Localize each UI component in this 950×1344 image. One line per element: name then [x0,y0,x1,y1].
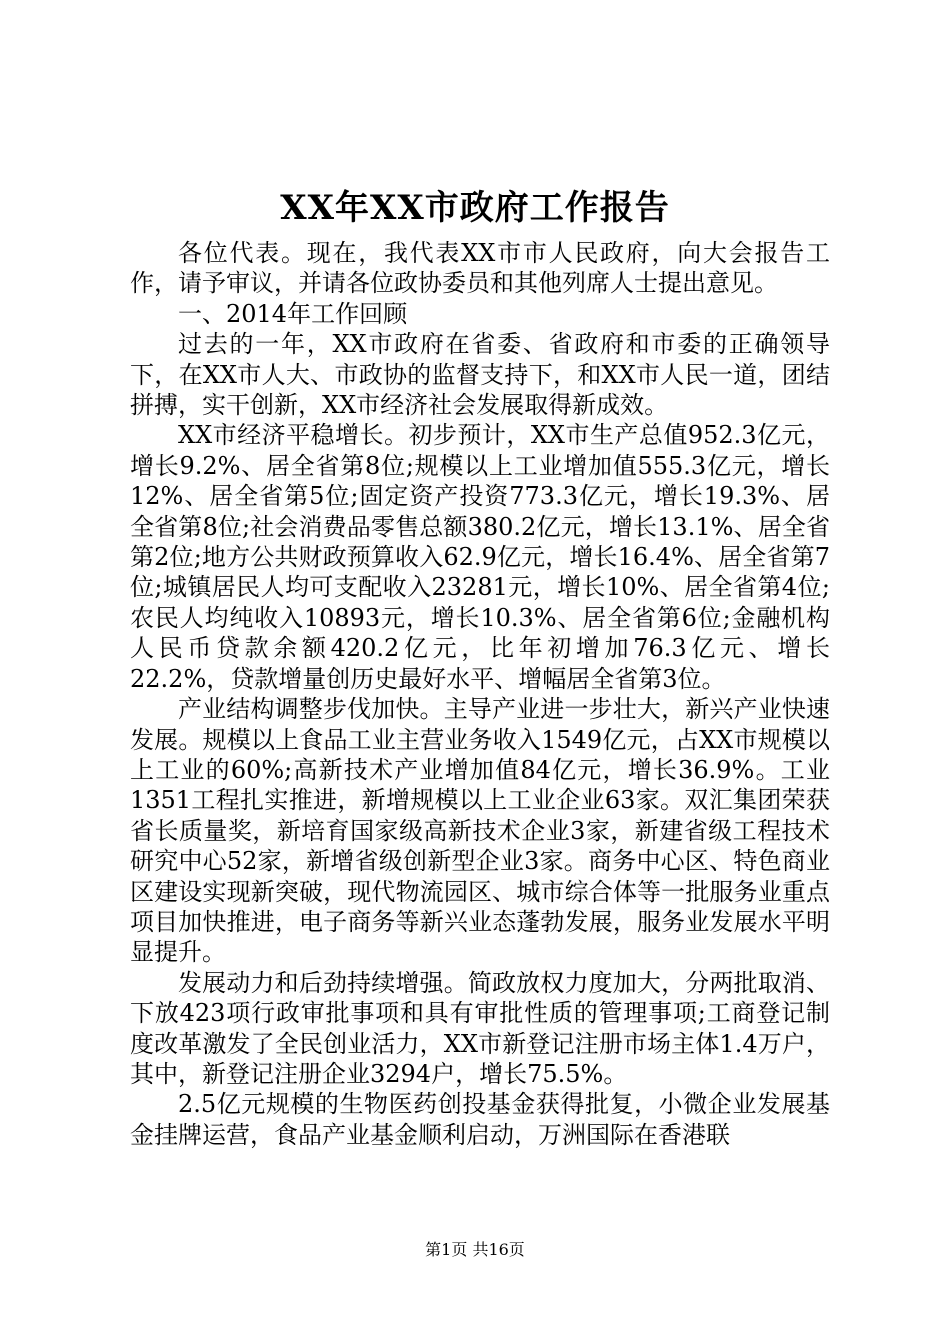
document-body [130,238,830,1150]
page-footer: 第1页 共16页 [425,1240,525,1259]
paragraph-greeting: 各位代表。现在，我代表XX市市人民政府，向大会报告工作，请予审议，并请各位政协委员和其他列席人士提出意见。 [130,239,830,298]
paragraph-funds: 2.5亿元规模的生物医药创投基金获得批复，小微企业发展基金挂牌运营，食品产业基金顺利启动，万洲国际在香港联 [130,1090,830,1149]
paragraph-economy: XX市经济平稳增长。初步预计，XX市生产总值952.3亿元，增长9.2%、居全省第8位;规模以上工业增加值555.3亿元，增长12%、居全省第5位;固定资产投资773.3亿元，增长19.3%、居全省第8位;社会消费品零售总额380.2亿元，增长13.1%、居全省第2位;地方公共财政预算收入62.9亿元，增长16.4%、居全省第7位;城镇居民人均可支配收入23281元，增长10%、居全省第4位;农民人均纯收入10893元，增长10.3%、居全省第6位;金融机构人民币贷款余额420.2亿元，比年初增加76.3亿元、增长22.2%，贷款增量创历史最好水平、增幅居全省第3位。 [130,421,830,693]
paragraph-review: 过去的一年，XX市政府在省委、省政府和市委的正确领导下，在XX市人大、市政协的监督支持下，和XX市人民一道，团结拼搏，实干创新，XX市经济社会发展取得新成效。 [130,330,830,420]
paragraph-momentum: 发展动力和后劲持续增强。简政放权力度加大，分两批取消、下放423项行政审批事项和具有审批性质的管理事项;工商登记制度改革激发了全民创业活力，XX市新登记注册市场主体1.4万户，其中，新登记注册企业3294户，增长75.5%。 [130,968,830,1088]
section-heading: 一、2014年工作回顾 [178,299,408,328]
document-title: XX年XX市政府工作报告 [280,188,670,228]
paragraph-industry: 产业结构调整步伐加快。主导产业进一步壮大，新兴产业快速发展。规模以上食品工业主营业务收入1549亿元，占XX市规模以上工业的60%;高新技术产业增加值84亿元，增长36.9%。工业1351工程扎实推进，新增规模以上工业企业63家。双汇集团荣获省长质量奖，新培育国家级高新技术企业3家，新建省级工程技术研究中心52家，新增省级创新型企业3家。商务中心区、特色商业区建设实现新突破，现代物流园区、城市综合体等一批服务业重点项目加快推进，电子商务等新兴业态蓬勃发展，服务业发展水平明显提升。 [130,695,830,967]
